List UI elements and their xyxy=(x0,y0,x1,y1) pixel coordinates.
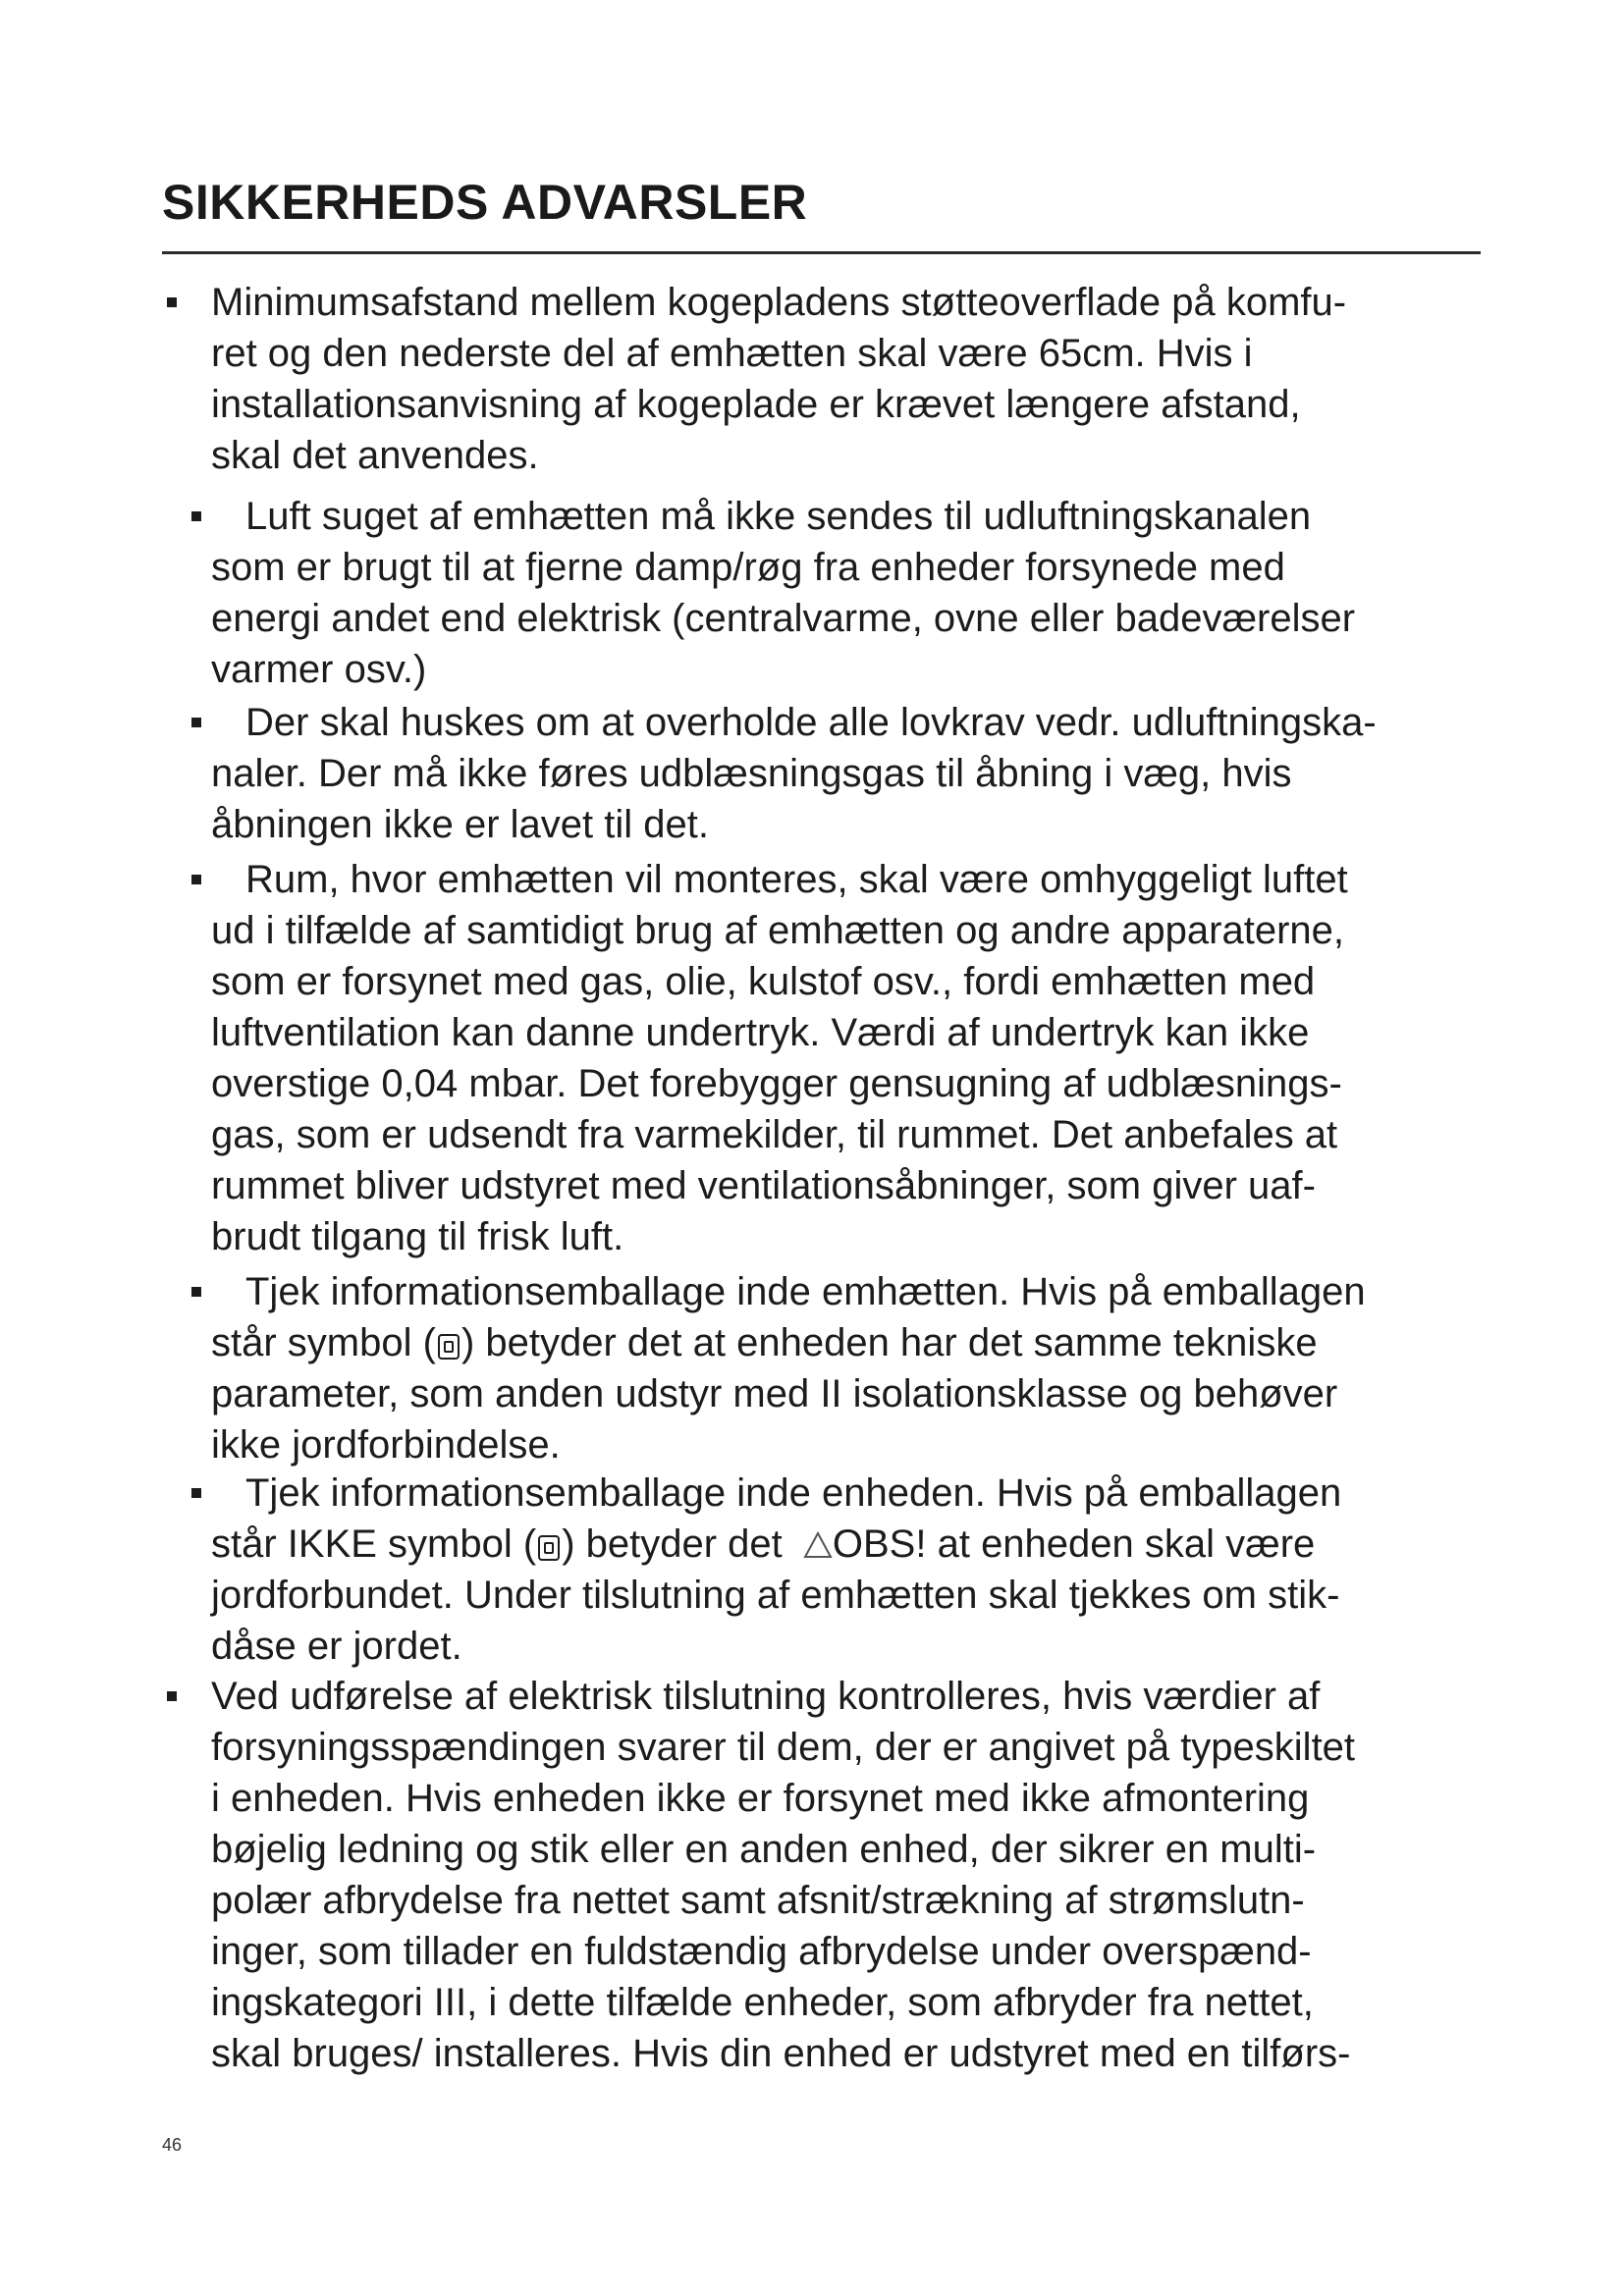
text-line: polær afbrydelse fra nettet samt afsnit/strækning af strømslutn- xyxy=(211,1879,1305,1922)
page-title: SIKKERHEDS ADVARSLER xyxy=(162,175,808,230)
list-item xyxy=(162,1266,1497,1470)
bullet-icon xyxy=(191,875,201,884)
text-line: Luft suget af emhætten må ikke sendes til udluftningskanalen xyxy=(245,495,1312,538)
list-item xyxy=(162,491,1497,695)
text-line: ud i tilfælde af samtidigt brug af emhætten og andre apparaterne, xyxy=(211,909,1345,952)
text-fragment: OBS! at enheden skal være xyxy=(832,1522,1316,1566)
text-line: som er brugt til at fjerne damp/røg fra enheder forsynede med xyxy=(211,546,1285,589)
list-item xyxy=(162,697,1497,850)
text-line: energi andet end elektrisk (centralvarme, ovne eller badeværelser xyxy=(211,597,1356,640)
text-line xyxy=(162,1519,1497,1570)
text-line: Tjek informationsemballage inde enheden. Hvis på emballagen xyxy=(245,1471,1342,1515)
bullet-icon xyxy=(167,1691,177,1701)
text-line: jordforbundet. Under tilslutning af emhætten skal tjekkes om stik- xyxy=(211,1574,1340,1617)
text-line: åbningen ikke er lavet til det. xyxy=(211,803,709,846)
class-ii-insulation-icon xyxy=(438,1334,460,1360)
bullet-icon xyxy=(191,1488,201,1498)
text-line: som er forsynet med gas, olie, kulstof osv., fordi emhætten med xyxy=(211,960,1316,1003)
text-line: ret og den nederste del af emhætten skal være 65cm. Hvis i xyxy=(211,332,1253,375)
text-line: bøjelig ledning og stik eller en anden enhed, der sikrer en multi- xyxy=(211,1828,1317,1871)
text-fragment: ) betyder det at enheden har det samme tekniske xyxy=(460,1321,1318,1364)
bullet-icon xyxy=(191,511,201,521)
bullet-icon xyxy=(167,297,177,307)
text-line: overstige 0,04 mbar. Det forebygger gensugning af udblæsnings- xyxy=(211,1062,1342,1105)
text-line: ikke jordforbindelse. xyxy=(211,1423,561,1467)
list-item xyxy=(162,1468,1497,1672)
text-line: inger, som tillader en fuldstændig afbrydelse under overspænd- xyxy=(211,1930,1312,1973)
text-line: varmer osv.) xyxy=(211,648,427,691)
text-line: i enheden. Hvis enheden ikke er forsynet med ikke afmontering xyxy=(211,1777,1310,1820)
text-line: Minimumsafstand mellem kogepladens støtteoverflade på komfu- xyxy=(211,281,1347,324)
list-item xyxy=(162,277,1497,481)
warning-icon xyxy=(803,1531,833,1559)
text-line: skal det anvendes. xyxy=(211,434,539,477)
bullet-icon xyxy=(191,1287,201,1297)
list-item xyxy=(162,1671,1497,2079)
text-fragment: står IKKE symbol ( xyxy=(211,1522,537,1566)
text-line: ingskategori III, i dette tilfælde enheder, som afbryder fra nettet, xyxy=(211,1981,1314,2024)
text-line xyxy=(162,1317,1497,1368)
bullet-icon xyxy=(191,718,201,727)
text-line: Rum, hvor emhætten vil monteres, skal være omhyggeligt luftet xyxy=(245,858,1348,901)
text-line: Der skal huskes om at overholde alle lovkrav vedr. udluftningska- xyxy=(245,701,1377,744)
list-item xyxy=(162,854,1497,1262)
text-line: rummet bliver udstyret med ventilationsåbninger, som giver uaf- xyxy=(211,1164,1316,1207)
text-line: brudt tilgang til frisk luft. xyxy=(211,1215,624,1258)
page-number: 46 xyxy=(162,2135,183,2155)
text-line: forsyningsspændingen svarer til dem, der er angivet på typeskiltet xyxy=(211,1726,1356,1769)
text-line: skal bruges/ installeres. Hvis din enhed er udstyret med en tilførs- xyxy=(211,2032,1351,2075)
text-fragment: står symbol ( xyxy=(211,1321,436,1364)
text-line: installationsanvisning af kogeplade er krævet længere afstand, xyxy=(211,383,1301,426)
text-line: naler. Der må ikke føres udblæsningsgas til åbning i væg, hvis xyxy=(211,752,1292,795)
text-line: dåse er jordet. xyxy=(211,1625,462,1668)
text-line: Ved udførelse af elektrisk tilslutning kontrolleres, hvis værdier af xyxy=(211,1675,1321,1718)
title-divider xyxy=(162,251,1481,254)
text-line: parameter, som anden udstyr med II isolationsklasse og behøver xyxy=(211,1372,1338,1415)
class-ii-insulation-icon xyxy=(538,1535,560,1561)
text-line: Tjek informationsemballage inde emhætten. Hvis på emballagen xyxy=(245,1270,1366,1313)
text-fragment: ) betyder det xyxy=(562,1522,793,1566)
text-line: gas, som er udsendt fra varmekilder, til rummet. Det anbefales at xyxy=(211,1113,1338,1156)
text-line: luftventilation kan danne undertryk. Værdi af undertryk kan ikke xyxy=(211,1011,1310,1054)
